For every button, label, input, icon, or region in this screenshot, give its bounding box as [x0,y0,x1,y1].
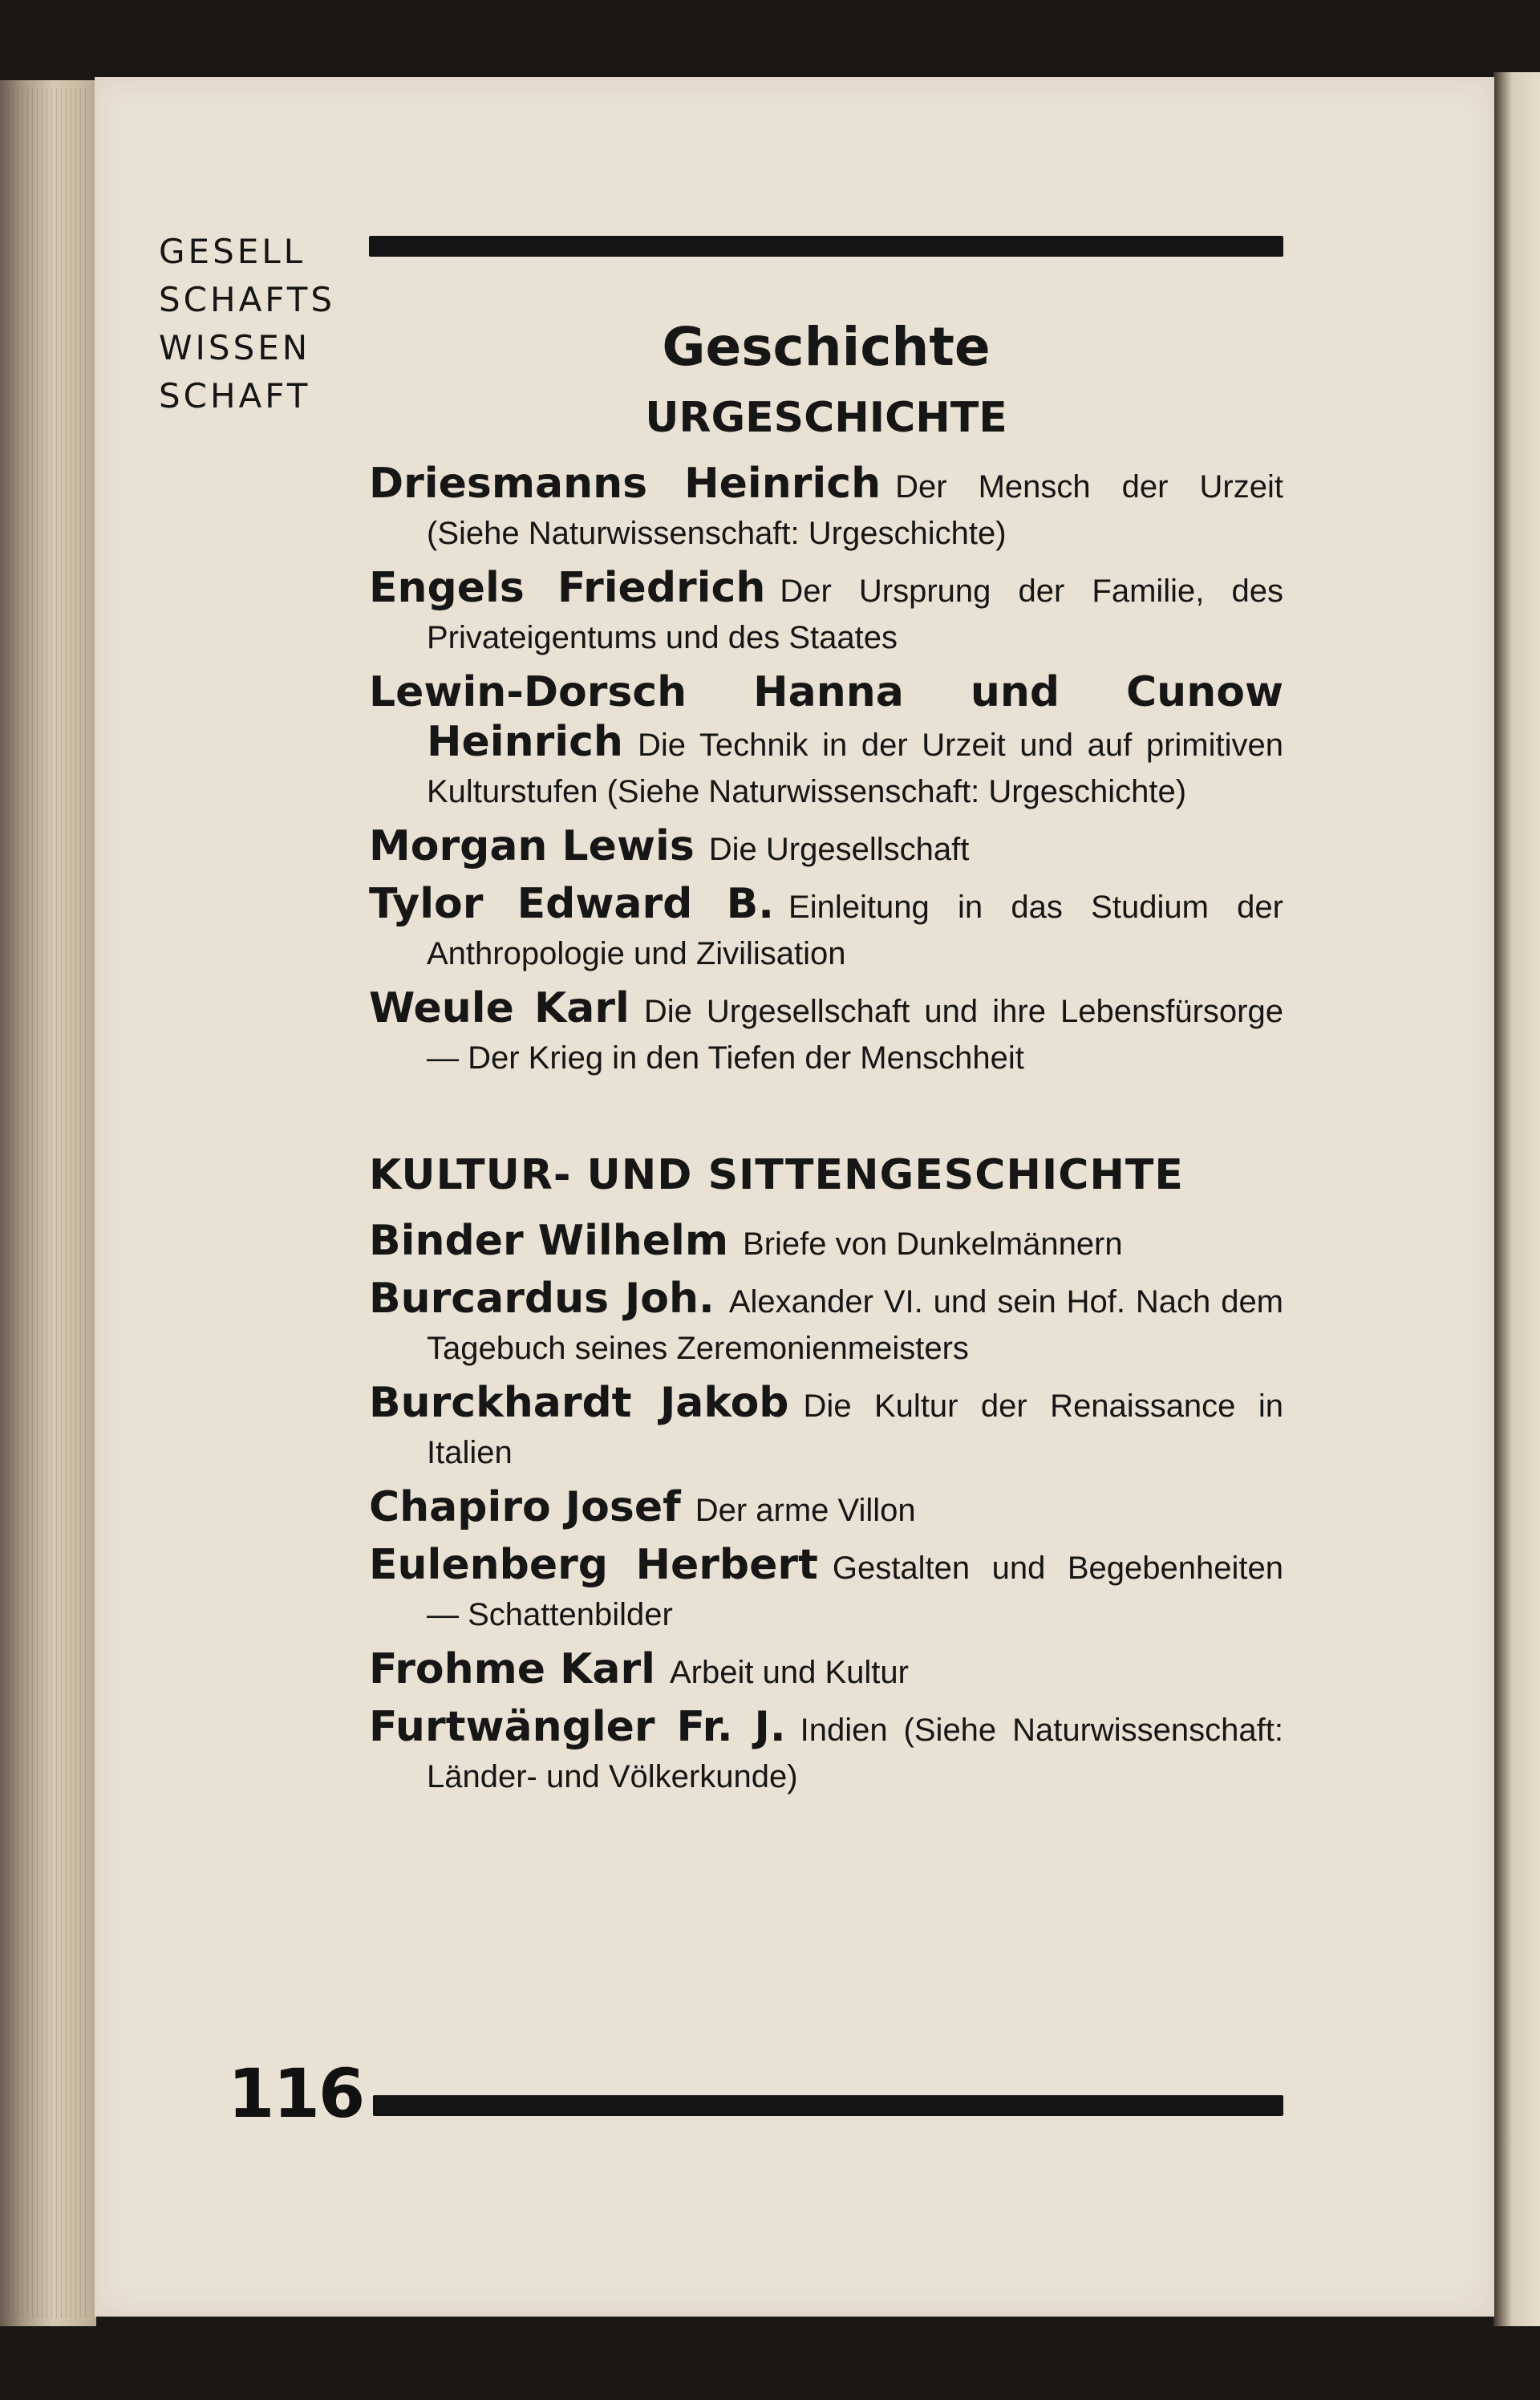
entry-author: Furtwängler Fr. J. [369,1703,786,1751]
bibliography-entry [369,881,1283,977]
section-heading-kulturgeschichte: KULTUR- UND SITTENGESCHICHTE [369,1151,1184,1199]
bibliography-entry [369,669,1283,815]
entry-work: Der Ursprung der Familie, des Privateigentums und des Staates [427,574,1283,655]
entry-line [369,460,1283,557]
entry-author: Lewin-Dorsch Hanna und Cunow Heinrich [369,668,1283,766]
entry-work: Einleitung in das Studium der Anthropologie und Zivilisation [427,890,1283,971]
entry-author: Burcardus Joh. [369,1275,715,1323]
entry-work: Die Kultur der Renaissance in Italien [427,1389,1283,1470]
entry-work: Briefe von Dunkelmännern [743,1226,1123,1262]
bibliography-entry [369,1275,1283,1372]
entry-author: Chapiro Josef [369,1483,681,1531]
page-number: 116 [228,2054,364,2133]
entry-work: Die Technik in der Urzeit und auf primitiven Kulturstufen (Siehe Naturwissenschaft: Urgeschichte) [427,728,1283,809]
entry-author: Morgan Lewis [369,822,695,870]
section-heading-urgeschichte: URGESCHICHTE [645,394,1007,442]
bibliography-entry [369,1380,1283,1476]
bibliography-entry [369,1646,1283,1696]
entry-author: Engels Friedrich [369,564,766,612]
entry-line [369,669,1283,815]
entry-line [369,823,1283,873]
entry-line [369,881,1283,977]
entry-line [369,1542,1283,1638]
facing-page-edge [1493,72,1540,2326]
page-stack-lines [8,88,88,2318]
page-title: Geschichte [662,316,991,378]
entry-line [369,1646,1283,1696]
entry-work: Der Mensch der Urzeit (Siehe Naturwissenschaft: Urgeschichte) [427,469,1283,551]
bibliography-entry [369,1542,1283,1638]
bibliography-entry [369,823,1283,873]
entry-author: Driesmanns Heinrich [369,460,881,508]
entry-work: Arbeit und Kultur [670,1655,909,1690]
entry-work: Alexander VI. und sein Hof. Nach dem Tagebuch seines Zeremonienmeisters [427,1284,1284,1366]
entry-line [369,1380,1283,1476]
bottom-rule [373,2095,1283,2116]
entry-line [369,985,1283,1081]
entry-line [369,1275,1283,1372]
entry-work: Indien (Siehe Naturwissenschaft: Länder- und Völkerkunde) [427,1713,1283,1794]
top-rule [369,236,1283,257]
entry-line [369,1484,1283,1534]
entry-author: Frohme Karl [369,1645,655,1693]
bibliography-entry [369,1704,1283,1800]
entry-line [369,1218,1283,1267]
entry-work: Der arme Villon [695,1493,916,1528]
entry-work: Gestalten und Begebenheiten — Schattenbilder [427,1551,1283,1632]
entry-work: Die Urgesellschaft [708,832,970,867]
bibliography-entry [369,1484,1283,1534]
entry-author: Binder Wilhelm [369,1217,729,1265]
entry-work: Die Urgesellschaft und ihre Lebensfürsorge — Der Krieg in den Tiefen der Menschheit [427,994,1283,1076]
bibliography-entry [369,565,1283,661]
entry-author: Tylor Edward B. [369,880,775,928]
bibliography-entry [369,460,1283,557]
page-content [369,313,1283,1808]
entry-author: Burckhardt Jakob [369,1379,789,1427]
entry-line [369,565,1283,661]
bibliography-entry [369,1218,1283,1267]
bibliography-entry [369,985,1283,1081]
entry-author: Eulenberg Herbert [369,1541,818,1589]
entry-line [369,1704,1283,1800]
margin-section-label: GESELL SCHAFTS WISSEN SCHAFT [159,232,336,416]
entry-author: Weule Karl [369,984,630,1032]
